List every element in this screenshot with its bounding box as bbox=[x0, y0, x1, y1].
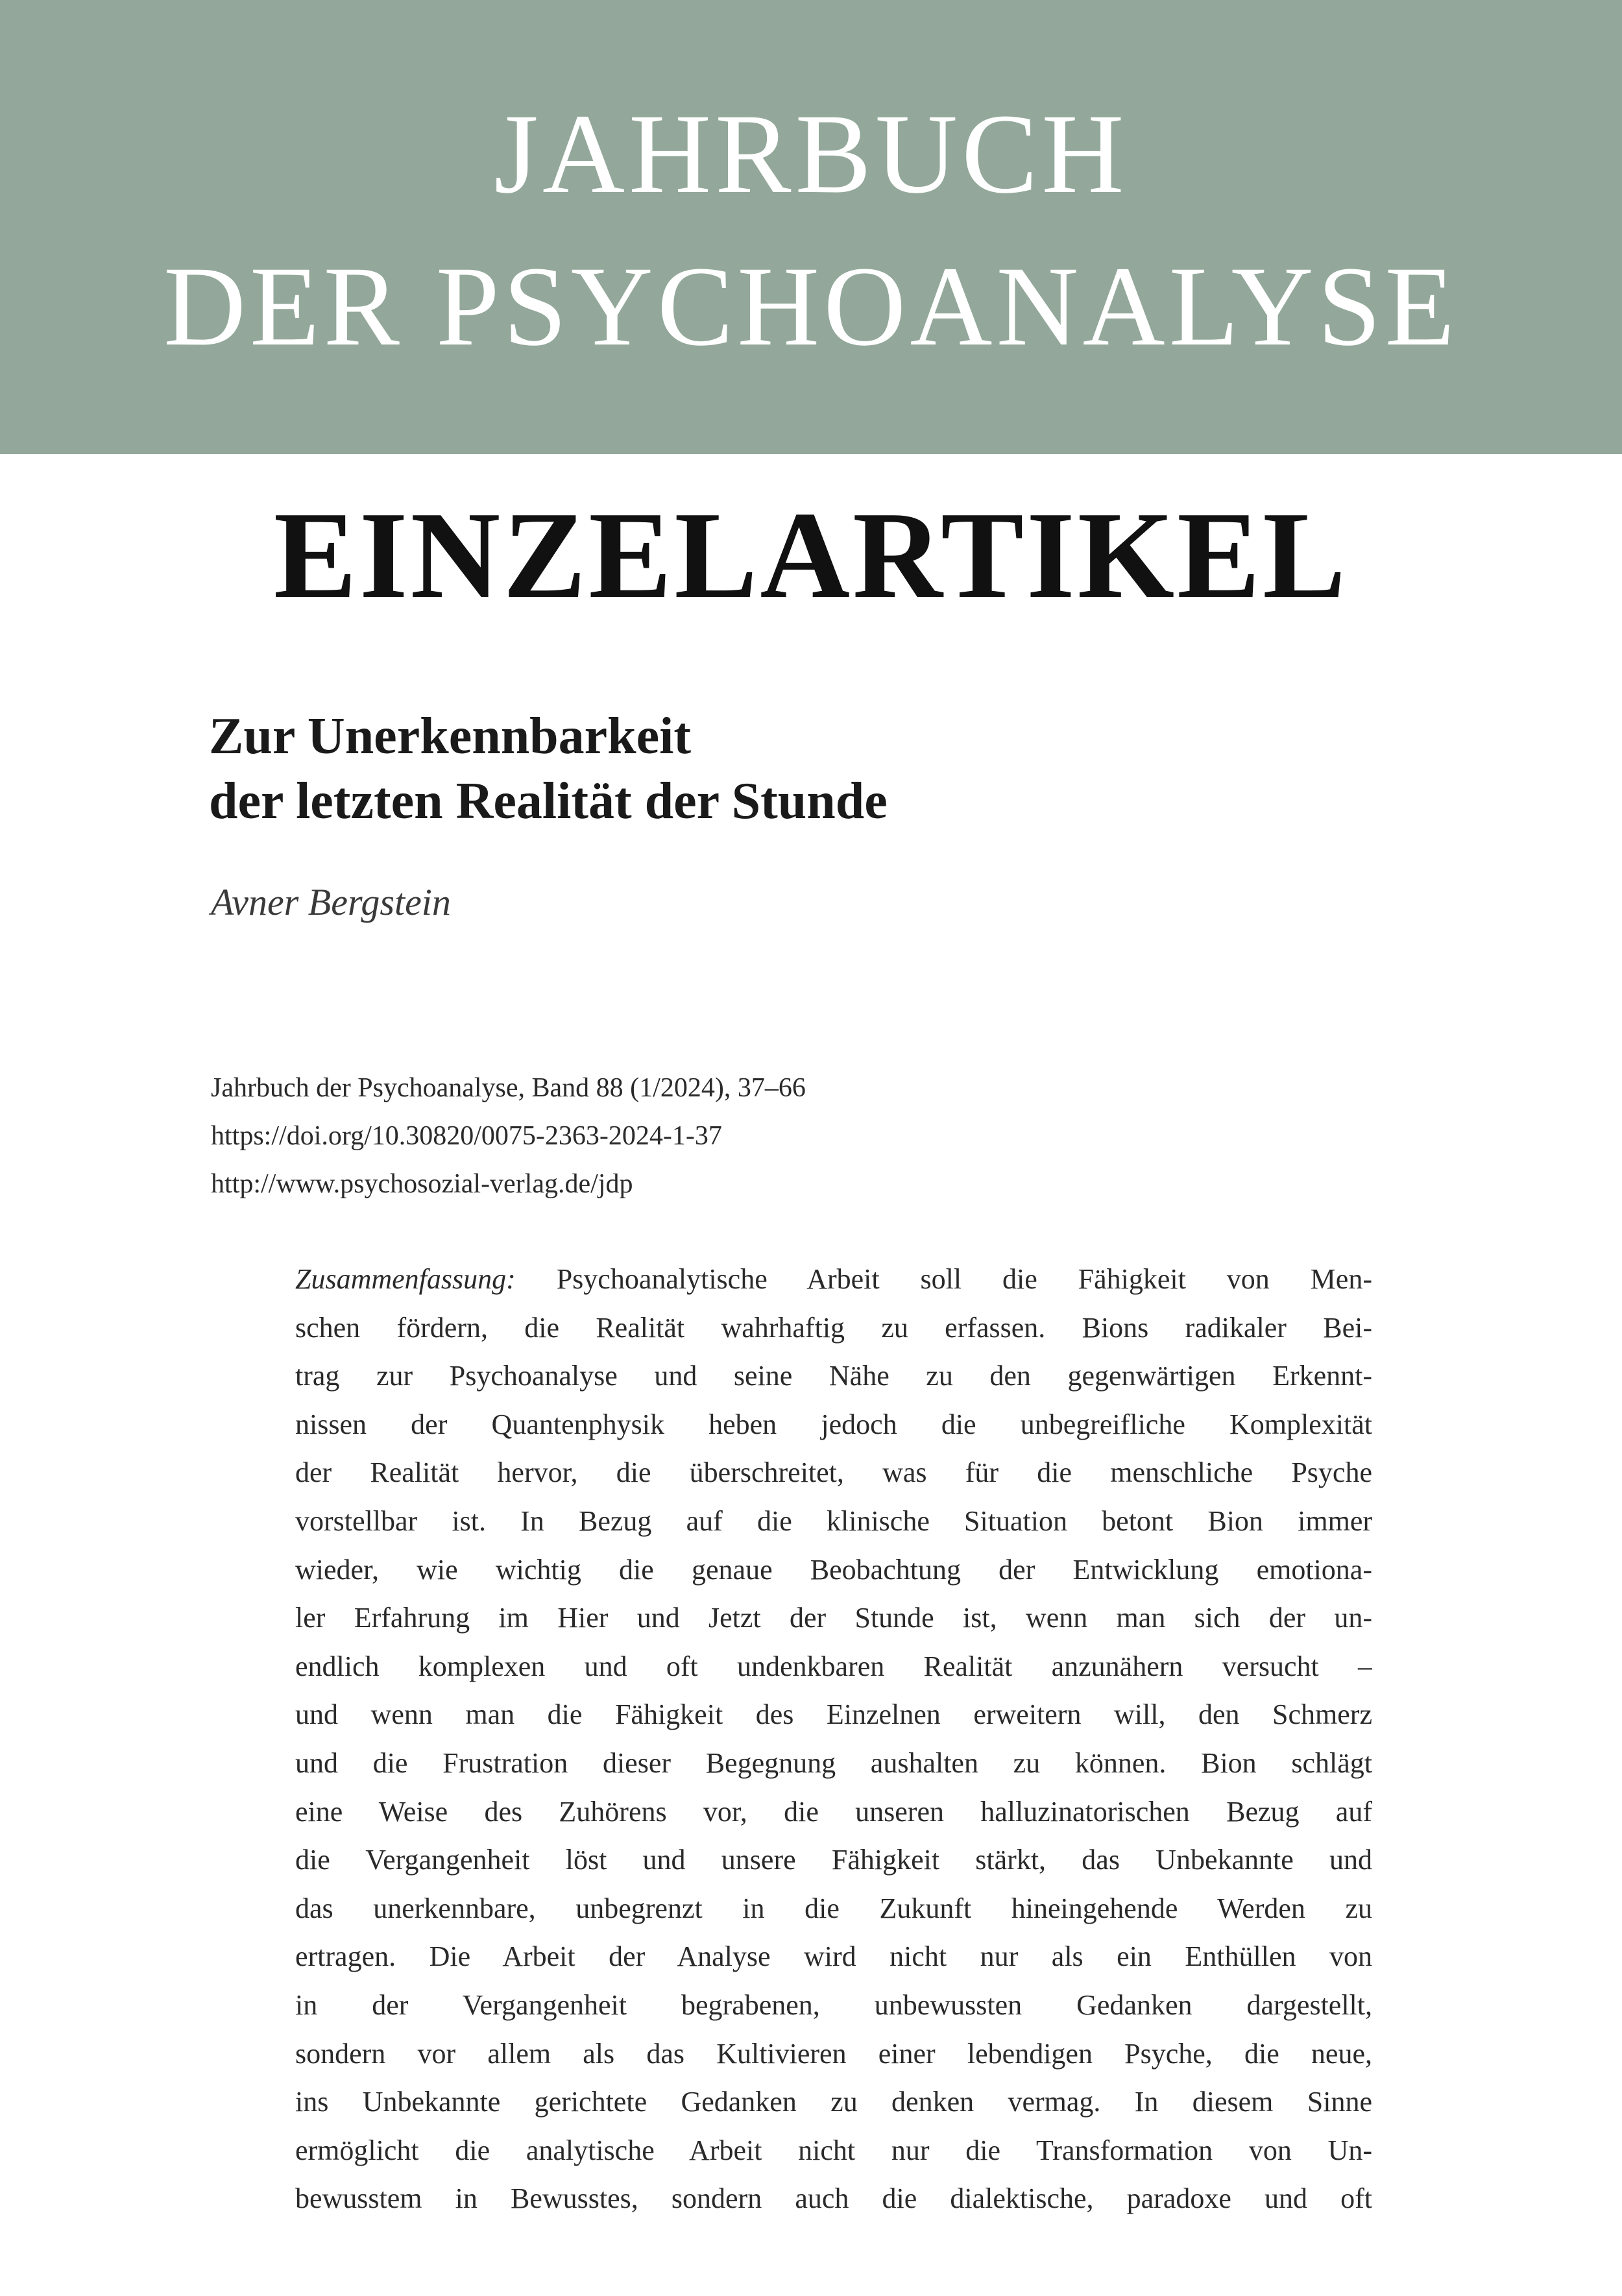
document-type-label: EINZELARTIKEL bbox=[273, 486, 1349, 624]
abstract-line: sondern vor allem als das Kultivieren einer lebendigen Psyche, die neue, bbox=[295, 2037, 1372, 2070]
article-title-line-1: Zur Unerkennbarkeit bbox=[209, 708, 692, 765]
abstract-line: und die Frustration dieser Begegnung aushalten zu können. Bion schlägt bbox=[295, 1746, 1372, 1779]
abstract-line: eine Weise des Zuhörens vor, die unseren halluzinatorischen Bezug auf bbox=[295, 1795, 1372, 1828]
abstract-line: ins Unbekannte gerichtete Gedanken zu denken vermag. In diesem Sinne bbox=[295, 2086, 1372, 2118]
article-title-line-2: der letzten Realität der Stunde bbox=[209, 773, 888, 830]
journal-title-line-2: DER PSYCHOANALYSE bbox=[163, 243, 1459, 370]
abstract-lead-label: Zusammenfassung: bbox=[295, 1263, 516, 1295]
doi-link[interactable]: https://doi.org/10.30820/0075-2363-2024-1-37 bbox=[211, 1121, 722, 1151]
abstract-line: trag zur Psychoanalyse und seine Nähe zu den gegenwärtigen Erkennt- bbox=[295, 1360, 1372, 1392]
abstract-first-line bbox=[295, 1255, 1372, 1304]
abstract-line: das unerkennbare, unbegrenzt in die Zukunft hineingehende Werden zu bbox=[295, 1892, 1372, 1924]
abstract-line: bewusstem in Bewusstes, sondern auch die dialektische, paradoxe und oft bbox=[295, 2182, 1372, 2215]
publisher-url-link[interactable]: http://www.psychosozial-verlag.de/jdp bbox=[211, 1169, 633, 1199]
citation-line: Jahrbuch der Psychoanalyse, Band 88 (1/2024), 37–66 bbox=[211, 1073, 806, 1103]
journal-banner bbox=[0, 0, 1622, 454]
citation-block bbox=[211, 1064, 806, 1208]
abstract-line: schen fördern, die Realität wahrhaftig zu erfassen. Bions radikaler Bei- bbox=[295, 1311, 1372, 1344]
article-author: Avner Bergstein bbox=[211, 881, 451, 923]
abstract-line: in der Vergangenheit begrabenen, unbewussten Gedanken dargestellt, bbox=[295, 1988, 1372, 2021]
abstract bbox=[295, 1255, 1372, 2223]
abstract-line-text: Psychoanalytische Arbeit soll die Fähigkeit von Men- bbox=[556, 1263, 1372, 1295]
abstract-line: endlich komplexen und oft undenkbaren Realität anzunähern versucht – bbox=[295, 1650, 1372, 1682]
abstract-line: der Realität hervor, die überschreitet, was für die menschliche Psyche bbox=[295, 1456, 1372, 1489]
abstract-line: und wenn man die Fähigkeit des Einzelnen erweitern will, den Schmerz bbox=[295, 1698, 1372, 1731]
abstract-line: die Vergangenheit löst und unsere Fähigkeit stärkt, das Unbekannte und bbox=[295, 1844, 1372, 1876]
article-title bbox=[209, 704, 1442, 834]
abstract-line: vorstellbar ist. In Bezug auf die klinische Situation betont Bion immer bbox=[295, 1504, 1372, 1537]
abstract-line: nissen der Quantenphysik heben jedoch die unbegreifliche Komplexität bbox=[295, 1408, 1372, 1440]
abstract-line: ertragen. Die Arbeit der Analyse wird nicht nur als ein Enthüllen von bbox=[295, 1940, 1372, 1973]
abstract-line: ermöglicht die analytische Arbeit nicht nur die Transformation von Un- bbox=[295, 2134, 1372, 2166]
abstract-line: ler Erfahrung im Hier und Jetzt der Stunde ist, wenn man sich der un- bbox=[295, 1602, 1372, 1634]
journal-title-line-1: JAHRBUCH bbox=[494, 91, 1128, 217]
abstract-line: wieder, wie wichtig die genaue Beobachtung der Entwicklung emotiona- bbox=[295, 1553, 1372, 1586]
